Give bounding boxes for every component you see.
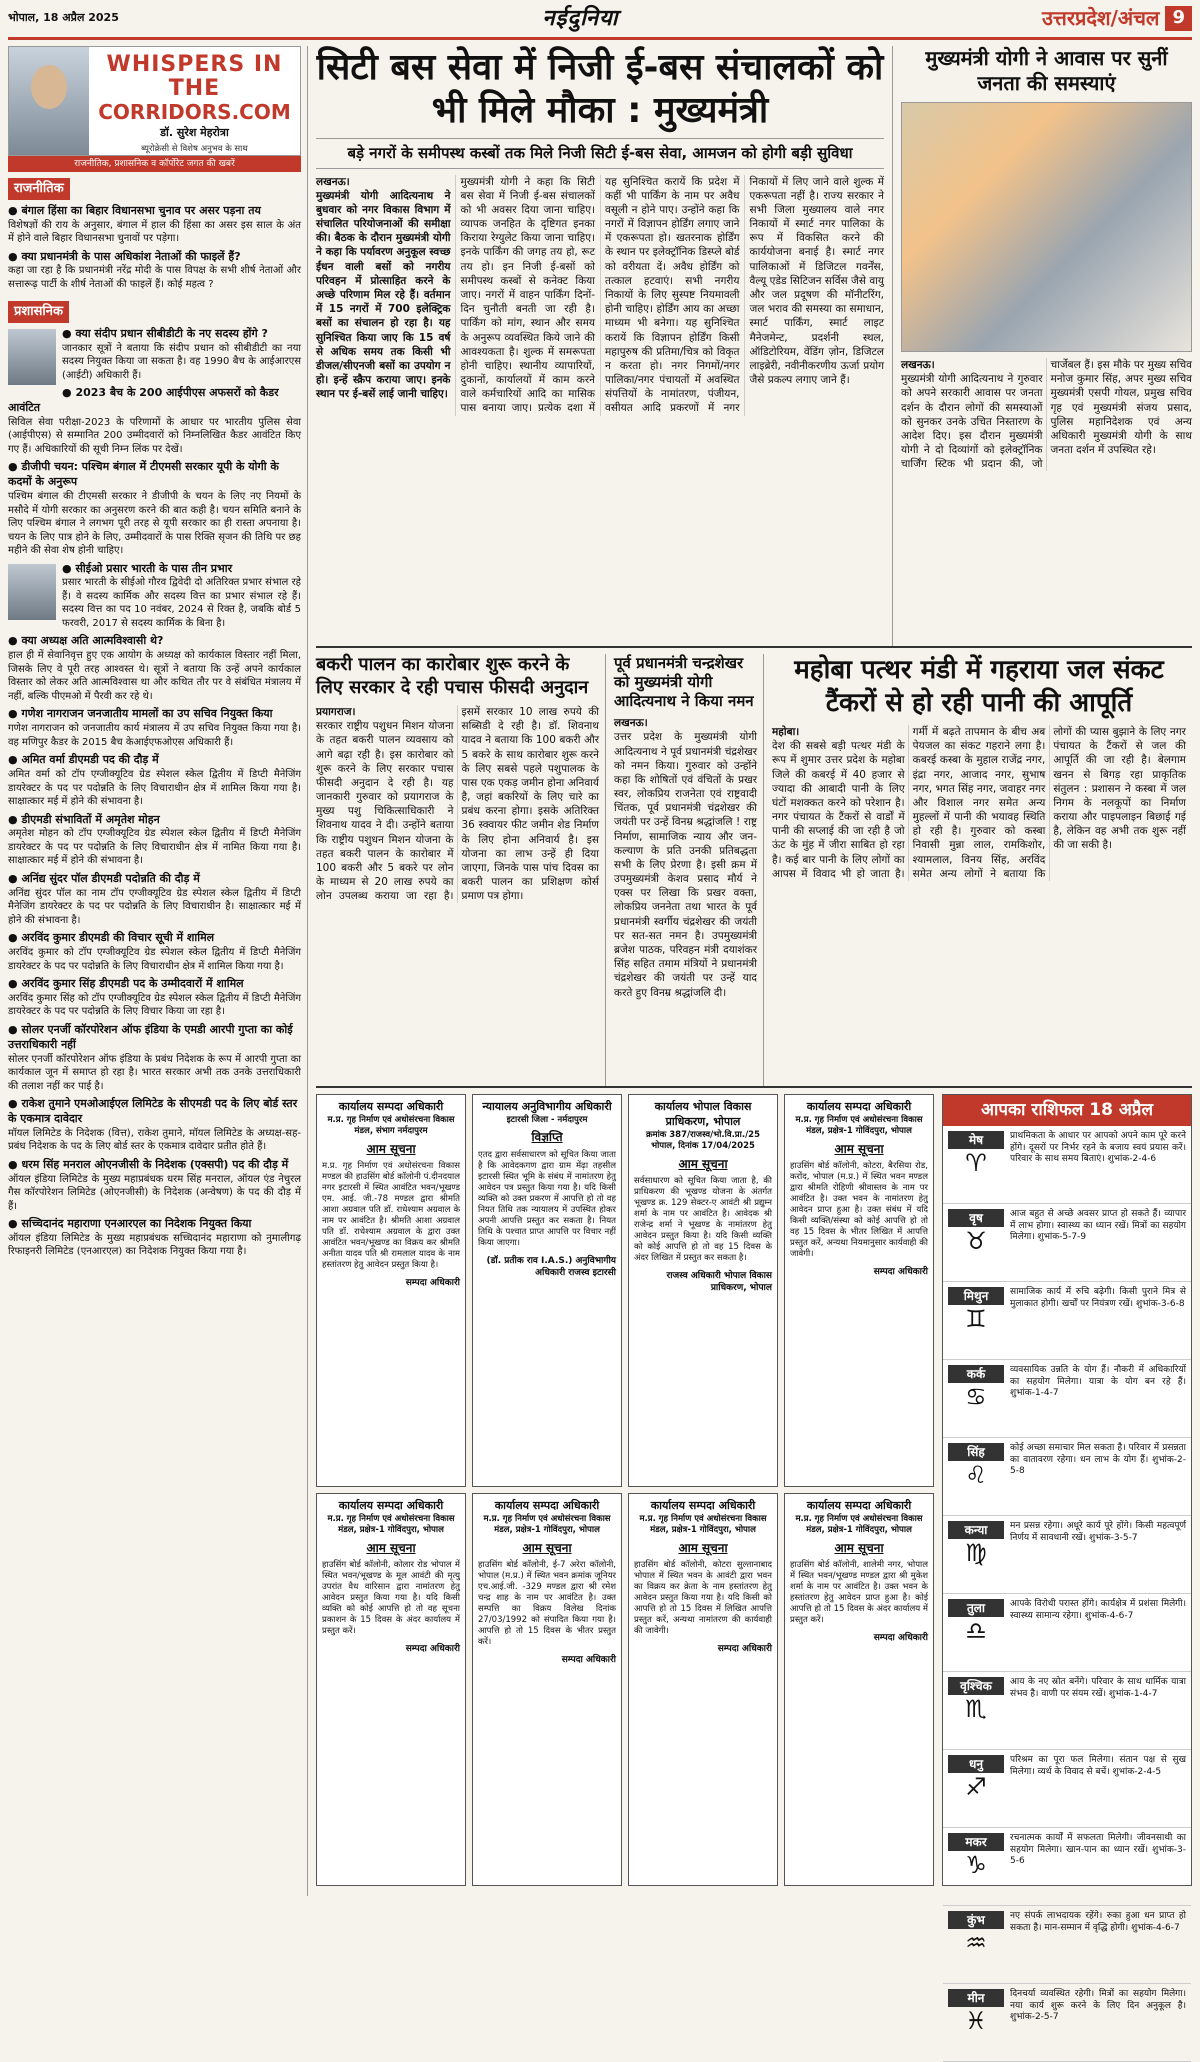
zodiac-forecast: रचनात्मक कार्यों में सफलता मिलेगी। जीवनसाथी का सहयोग मिलेगा। खान-पान का ध्यान रखें। शुभांक-3-5-6 <box>1010 1832 1186 1867</box>
brief-headline: ● डीजीपी चयन: पश्चिम बंगाल में टीएमसी सरकार यूपी के योगी के कदमों के अनुरूप <box>8 460 301 490</box>
brief-text: प्रसार भारती के सीईओ गौरव द्विवेदी दो अतिरिक्त प्रभार संभाल रहे हैं। वे सदस्य कार्मिक और सदस्य वित्त का प्रभार संभाल रहे हैं। सदस्य वित्त का पद 10 नवंबर, 2024 से रिक्त है, जबकि बोर्ड 5 फरवरी, 2017 से सदस्य कार्मिक के बिना है। <box>62 577 301 629</box>
notice-signature: राजस्व अधिकारी भोपाल विकास प्राधिकरण, भोपाल <box>666 1271 772 1294</box>
notice-card <box>472 1094 622 1487</box>
news-brief <box>8 931 301 973</box>
notice-text: सर्वसाधारण को सूचित किया जाता है, की प्राधिकरण की भूखण्ड योजना के अंतर्गत भूखण्ड क्र. 129 सेक्टर-ए आवंटी श्री प्रद्युम्न शर्मा के नाम पर आवंटित है। आवेदक श्री राजेन्द्र शर्मा ने भूखण्ड के नामांतरण हेतु आवेदन प्रस्तुत किया है। यदि किसी व्यक्ति को कोई आपत्ति हो तो वह 15 दिवस के अंदर लिखित में प्रस्तुत कर सकता है। <box>634 1175 772 1264</box>
brief-text: सिविल सेवा परीक्षा-2023 के परिणामों के आधार पर भारतीय पुलिस सेवा (आईपीएस) से सम्मानित 200 उम्मीदवारों को निम्नलिखित कैडर आवंटित किए गए हैं। अधिकारियों की सूची निम्न लिंक पर देखें। <box>8 416 301 455</box>
brief-text: जानकार सूत्रों ने बताया कि संदीप प्रधान को सीबीडीटी का नया सदस्य नियुक्त किया जा सकता है। वह 1990 बैच के आईआरएस (आईटी) अधिकारी हैं। <box>62 342 301 381</box>
whispers-title-1: WHISPERS IN THE <box>106 52 283 102</box>
notice-card <box>628 1493 778 1886</box>
zodiac-icon: ♌ <box>965 1461 987 1490</box>
brief-headline: ● 2023 बैच के 200 आईपीएस अफसरों को कैडर आवंटित <box>8 386 301 416</box>
lead-dateline: लखनऊ। <box>316 175 350 188</box>
zodiac-forecast: आय के नए स्रोत बनेंगे। परिवार के साथ धार्मिक यात्रा संभव है। वाणी पर संयम रखें। शुभांक-1-4-7 <box>1010 1676 1186 1699</box>
public-notices <box>316 1094 934 1886</box>
zodiac-entry <box>943 1906 1191 1984</box>
notice-office: कार्यालय सम्पदा अधिकारी <box>494 1499 600 1512</box>
goat-text: सरकार राष्ट्रीय पशुधन मिशन योजना के तहत बकरी पालन व्यवसाय को आगे बढ़ा रही है। इस कारोबार को शुरू करने के लिए सरकार पचास फीसदी अनुदान दे रही है। यह जानकारी गुरुवार को प्रयागराज के मुख्य पशु चिकित्साधिकारी ने शिवनाथ यादव ने दी। उन्होंने बताया कि राष्ट्रीय पशुधन मिशन योजना के तहत बकरी पालन के कारोबार में 100 बकरी और 5 बकरे पर लोन के माध्यम से 20 लाख रुपये का लोन उपलब्ध कराया जा रहा है। इसमें सरकार 10 लाख रुपये की सब्सिडी दे रही है। डॉ. शिवनाथ यादव ने बताया कि 100 बकरी और 5 बकरे के साथ कारोबार शुरू करने के लिए सबसे पहले पशुपालक के पास एक एकड़ जमीन होना अनिवार्य है, जहां बकरियों के लिए चारे का प्रबंध करना होगा। इसके अतिरिक्त 36 स्क्वायर फीट जमीन शेड निर्माण के लिए होना अनिवार्य है। इस योजना का लाभ उन्हें ही दिया जाएगा, जिनके पास पांच दिवस का बकरी पालन का प्रशिक्षण कोर्स प्रमाण पत्र होगा। <box>316 706 599 903</box>
lead-story <box>316 46 884 646</box>
brief-text: हाल ही में सेवानिवृत्त हुए एक आयोग के अध्यक्ष को कार्यकाल विस्तार नहीं मिला, जिसके लिए वे पूरी तरह आश्वस्त थे। सूत्रों ने बताया कि उन्हें अपने कार्यकाल विस्तार को लेकर अति आत्मविश्वास था और कथित तौर पर वे संबंधित मंत्रालय में नहीं, बल्कि पीएमओ में पैरवी कर रहे थे। <box>8 650 301 702</box>
zodiac-entry <box>943 1672 1191 1750</box>
cm-janata-darshan-story <box>892 46 1192 646</box>
brief-headline: ● अरविंद कुमार सिंह डीएमडी पद के उम्मीदवारों में शामिल <box>8 977 301 992</box>
masthead-logo: नईदुनिया <box>542 4 619 31</box>
brief-headline: ● सच्चिदानंद महाराणा एनआरएल का निदेशक नियुक्त किया <box>8 1217 301 1232</box>
brief-text: अरविंद कुमार को टॉप एग्जीक्यूटिव ग्रेड स्पेशल स्केल द्वितीय में डिप्टी मैनेजिंग डायरेक्टर के पद पर पदोन्नति के लिए विचाराधीन क्षेत्र में शामिल किया गया है। <box>8 947 301 972</box>
zodiac-icon: ♏ <box>965 1695 987 1724</box>
notice-title: आम सूचना <box>522 1540 572 1555</box>
zodiac-icon: ♓ <box>965 2007 987 2036</box>
news-brief <box>8 707 301 749</box>
category-administrative: प्रशासनिक <box>8 301 69 323</box>
zodiac-name: मीन <box>948 1989 1004 2007</box>
notice-subtitle: म.प्र. गृह निर्माण एवं अधोसंरचना विकास मंडल, प्रक्षेत्र-1 गोविंदपुरा, भोपाल <box>795 1513 923 1536</box>
zodiac-entry <box>943 1828 1191 1906</box>
whispers-strip: राजनीतिक, प्रशासनिक व कॉर्पोरेट जगत की खबरें <box>8 156 301 172</box>
news-brief <box>8 753 301 808</box>
brief-text: अमृतेश मोहन को टॉप एग्जीक्यूटिव ग्रेड स्पेशल स्केल द्वितीय में डिप्टी मैनेजिंग डायरेक्टर के पद पर पदोन्नति के लिए विचाराधीन क्षेत्र में नामित किया गया है। साक्षात्कार मई में होने की संभावना है। <box>8 828 301 867</box>
notice-text: हाउसिंग बोर्ड कॉलोनी, कोलार रोड भोपाल में स्थित भवन/भूखण्ड के मूल आवंटी की मृत्यु उपरांत वैध वारिसान द्वारा नामांतरण हेतु आवेदन प्रस्तुत किया गया है। यदि किसी व्यक्ति को कोई आपत्ति हो तो वह सूचना प्रकाशन के 15 दिवस के अंदर कार्यालय में प्रस्तुत करें। <box>322 1559 460 1637</box>
news-brief <box>8 634 301 703</box>
cm-dateline: लखनऊ। <box>901 359 935 371</box>
zodiac-name: मकर <box>948 1833 1004 1851</box>
notice-card <box>472 1493 622 1886</box>
notice-subtitle: इटारसी जिला - नर्मदापुरम <box>506 1114 588 1125</box>
section-name: उत्तरप्रदेश/अंचल <box>1042 6 1160 30</box>
brief-headline: ● अमित वर्मा डीएमडी पद की दौड़ में <box>8 753 301 768</box>
zodiac-icon: ♐ <box>965 1773 987 1802</box>
zodiac-name: वृश्चिक <box>948 1677 1004 1695</box>
notice-card <box>316 1094 466 1487</box>
notice-title: आम सूचना <box>834 1141 884 1156</box>
notice-title: आम सूचना <box>834 1540 884 1555</box>
news-brief <box>8 813 301 868</box>
brief-text: अरविंद कुमार सिंह को टॉप एग्जीक्यूटिव ग्रेड स्पेशल स्केल द्वितीय में डिप्टी मैनेजिंग डायरेक्टर के पद पर पदोन्नति के लिए विचार किया जा रहा है। <box>8 992 301 1018</box>
chandrashekhar-headline: पूर्व प्रधानमंत्री चन्द्रशेखर को मुख्यमंत्री योगी आदित्यनाथ ने किया नमन <box>614 654 754 710</box>
zodiac-entry <box>943 1438 1191 1516</box>
zodiac-name: वृष <box>948 1209 1004 1227</box>
chandrashekhar-text: उत्तर प्रदेश के मुख्यमंत्री योगी आदित्यनाथ ने पूर्व प्रधानमंत्री चंद्रशेखर को नमन किया। गुरुवार को उन्होंने कहा कि शोषितों एवं वंचितों के प्रखर स्वर, लोकप्रिय राजनेता एवं राष्ट्रवादी चिंतक, पूर्व प्रधानमंत्री चंद्रशेखर की जयंती पर उन्हें विनम्र श्रद्धांजलि ! राष्ट्र निर्माण, सामाजिक न्याय और जन-कल्याण के प्रति उनकी प्रतिबद्धता सभी के लिए प्रेरणा है। इसी क्रम में उपमुख्यमंत्री केशव प्रसाद मौर्य ने एक्स पर लिखा कि प्रखर वक्ता, लोकप्रिय जननेता तथा भारत के पूर्व प्रधानमंत्री स्वर्गीय चंद्रशेखर की जयंती पर सत-सत नमन है। उपमुख्यमंत्री ब्रजेश पाठक, परिवहन मंत्री दयाशंकर सिंह सहित तमाम मंत्रियों ने प्रधानमंत्री चंद्रशेखर की जयंती पर उन्हें याद करते हुए विनम्र श्रद्धांजलि दी। <box>614 731 757 999</box>
lead-body <box>316 175 884 416</box>
chandrashekhar-story <box>614 654 764 1086</box>
zodiac-entry <box>943 1594 1191 1672</box>
zodiac-forecast: नए संपर्क लाभदायक रहेंगे। रुका हुआ धन प्राप्त हो सकता है। मान-सम्मान में वृद्धि होगी। शुभांक-4-6-7 <box>1010 1910 1186 1933</box>
brief-text: अनिंद्य सुंदर पॉल का नाम टॉप एग्जीक्यूटिव ग्रेड स्पेशल स्केल द्वितीय में डिप्टी मैनेजिंग डायरेक्टर के पद पर पदोन्नति के लिए विचाराधीन है। साक्षात्कार मई में होने की संभावना है। <box>8 887 301 926</box>
zodiac-icon: ♒ <box>965 1929 987 1958</box>
news-brief <box>8 562 301 631</box>
zodiac-forecast: प्राथमिकता के आधार पर आपको अपने काम पूरे करने होंगे। दूसरों पर निर्भर रहने के बजाय स्वयं प्रयास करें। परिवार के साथ समय बिताएं। शुभांक-2-4-6 <box>1010 1130 1186 1165</box>
notice-signature: सम्पदा अधिकारी <box>405 1644 460 1655</box>
zodiac-forecast: परिश्रम का पूरा फल मिलेगा। संतान पक्ष से सुख मिलेगा। व्यर्थ के विवाद से बचें। शुभांक-2-4-5 <box>1010 1754 1186 1777</box>
notice-signature: सम्पदा अधिकारी <box>717 1644 772 1655</box>
news-brief <box>8 460 301 557</box>
news-brief <box>8 977 301 1019</box>
notice-card <box>628 1094 778 1487</box>
brief-text: गणेश नागराजन को जनजातीय कार्य मंत्रालय में उप सचिव नियुक्त किया गया है। वह मणिपुर कैडर के 2015 बैच केआईएफओएस अधिकारी हैं। <box>8 723 301 748</box>
notice-card <box>784 1094 934 1487</box>
notice-title: आम सूचना <box>366 1141 416 1156</box>
page-header <box>8 0 1192 40</box>
zodiac-name: मिथुन <box>948 1287 1004 1305</box>
zodiac-name: कर्क <box>948 1365 1004 1383</box>
notice-signature: सम्पदा अधिकारी <box>873 1267 928 1278</box>
zodiac-forecast: सामाजिक कार्य में रुचि बढ़ेगी। किसी पुराने मित्र से मुलाकात होगी। खर्चों पर नियंत्रण रखें। शुभांक-3-6-8 <box>1010 1286 1186 1309</box>
section-label <box>1042 5 1192 32</box>
brief-headline: ● अरविंद कुमार डीएमडी की विचार सूची में शामिल <box>8 931 301 946</box>
brief-text: पश्चिम बंगाल की टीएमसी सरकार ने डीजीपी के चयन के लिए नए नियमों के मसौदे में योगी सरकार का अनुसरण करने की बात कही है। चयन समिति बनाने के लिए पश्चिम बंगाल ने लगभग पूरी तरह से यूपी सरकार का ही रास्ता अपनाया है। चयन के लिए पात्र होने के लिए, उम्मीदवारों के पास रिक्ति सृजन की तिथि पर छह महीने की सेवा शेष होनी चाहिए। <box>8 491 301 557</box>
official-photo <box>8 564 56 620</box>
zodiac-forecast: कोई अच्छा समाचार मिल सकता है। परिवार में प्रसन्नता का वातावरण रहेगा। धन लाभ के योग हैं। शुभांक-2-5-8 <box>1010 1442 1186 1477</box>
zodiac-name: धनु <box>948 1755 1004 1773</box>
goat-farming-story <box>316 654 606 1086</box>
zodiac-name: मेष <box>948 1131 1004 1149</box>
brief-text: कहा जा रहा है कि प्रधानमंत्री नरेंद्र मोदी के पास विपक्ष के सभी शीर्ष नेताओं और सत्तारूढ़ पार्टी के शीर्ष नेताओं की फाइलें हैं। कोई महत्व ? <box>8 265 301 290</box>
zodiac-name: तुला <box>948 1599 1004 1617</box>
zodiac-name: कुंभ <box>948 1911 1004 1929</box>
news-brief <box>8 386 301 456</box>
zodiac-icon: ♑ <box>965 1851 987 1880</box>
notice-card <box>784 1493 934 1886</box>
page-number: 9 <box>1165 6 1192 30</box>
zodiac-entry <box>943 1282 1191 1360</box>
category-political: राजनीतिक <box>8 178 70 200</box>
zodiac-name: कन्या <box>948 1521 1004 1539</box>
notice-subtitle: क्रमांक 387/राजस्व/भो.वि.प्रा./25 भोपाल, दिनांक 17/04/2025 <box>645 1129 761 1152</box>
notice-text: हाउसिंग बोर्ड कॉलोनी, कोटरा सुल्तानाबाद भोपाल में स्थित भवन के आवंटी द्वारा भवन का विक्रय कर क्रेता के नाम हस्तांतरण हेतु आवेदन प्रस्तुत किया गया है। यदि किसी को आपत्ति हो तो 15 दिवस में लिखित आपत्ति प्रस्तुत करें, अन्यथा नामांतरण की कार्यवाही की जावेगी। <box>634 1559 772 1637</box>
cm-text: मुख्यमंत्री योगी आदित्यनाथ ने गुरुवार को अपने सरकारी आवास पर जनता दर्शन के दौरान लोगों की समस्याओं को सुनकर उनके उचित निस्तारण के आदेश दिए। इस दौरान मुख्यमंत्री योगी ने दो दिव्यांगों को इलेक्ट्रॉनिक चार्जिंग स्टिक भी प्रदान की, जो चार्जेबल हैं। इस मौके पर मुख्य सचिव मनोज कुमार सिंह, अपर मुख्य सचिव मुख्यमंत्री एसपी गोयल, प्रमुख सचिव गृह एवं मुख्यमंत्री संजय प्रसाद, पुलिस महानिदेशक एवं अन्य अधिकारी मुख्यमंत्री योगी के साथ जनता दर्शन में उपस्थित रहे। <box>901 359 1192 471</box>
cm-photo <box>901 102 1192 352</box>
brief-headline: ● क्या प्रधानमंत्री के पास अधिकांश नेताओं की फाइलें हैं? <box>8 250 301 265</box>
mahoba-dateline: महोबा। <box>772 726 800 738</box>
zodiac-icon: ♉ <box>965 1227 987 1256</box>
whispers-column <box>8 46 308 1896</box>
notice-signature: सम्पदा अधिकारी <box>405 1278 460 1289</box>
notice-office: न्यायालय अनुविभागीय अधिकारी <box>482 1100 612 1113</box>
zodiac-entry <box>943 1360 1191 1438</box>
notice-signature: सम्पदा अधिकारी <box>873 1633 928 1644</box>
news-brief <box>8 872 301 927</box>
brief-text: विशेषज्ञों की राय के अनुसार, बंगाल में हाल की हिंसा का असर इस साल के अंत में होने वाले बिहार विधानसभा चुनावों पर पड़ेगा। <box>8 219 301 245</box>
notice-subtitle: म.प्र. गृह निर्माण एवं अधोसंरचना विकास मंडल, प्रक्षेत्र-1 गोविंदपुरा, भोपाल <box>639 1513 767 1536</box>
zodiac-icon: ♍ <box>965 1539 987 1568</box>
notice-title: विज्ञप्ति <box>531 1130 563 1145</box>
zodiac-icon: ♋ <box>965 1383 987 1412</box>
brief-text: मॉयल लिमिटेड के निदेशक (वित्त), राकेश तुमाने, मॉयल लिमिटेड के अध्यक्ष-सह-प्रबंध निदेशक के पद के लिए बोर्ड स्तर के एकमात्र दावेदार प्रतीत होते हैं। <box>8 1127 301 1153</box>
notice-text: हाउसिंग बोर्ड कॉलोनी, कोटरा, बैरसिया रोड, करोंद, भोपाल (म.प्र.) में स्थित भवन मण्डल द्वारा श्रीमति रोहिणी श्रीवास्तव के नाम पर आवंटित है। उक्त भवन के नामांतरण हेतु आवेदन प्राप्त हुआ है। उक्त संबंध में यदि किसी व्यक्ति/संस्था को कोई आपत्ति हो तो वह 15 दिवस के भीतर लिखित में आपत्ति प्रस्तुत करें, अन्यथा नियमानुसार कार्यवाही की जावेगी। <box>790 1160 928 1260</box>
notice-office: कार्यालय सम्पदा अधिकारी <box>806 1499 912 1512</box>
whispers-title-2: CORRIDORS.COM <box>98 100 291 125</box>
brief-headline: ● सोलर एनर्जी कॉरपोरेशन ऑफ इंडिया के एमडी आरपी गुप्ता का कोई उत्तराधिकारी नहीं <box>8 1023 301 1053</box>
lead-deck: बड़े नगरों के समीपस्थ कस्बों तक मिले निजी सिटी ई-बस सेवा, आमजन को होगी बड़ी सुविधा <box>316 138 884 168</box>
notice-subtitle: म.प्र. गृह निर्माण एवं अधोसंरचना विकास मंडल, प्रक्षेत्र-1 गोविंदपुरा, भोपाल <box>327 1513 455 1536</box>
notice-signature: (डॉ. प्रतीक राव I.A.S.) अनुविभागीय अधिकारी राजस्व इटारसी <box>486 1255 616 1279</box>
news-brief <box>8 250 301 292</box>
brief-text: सोलर एनर्जी कॉरपोरेशन ऑफ इंडिया के प्रबंध निदेशक के रूप में आरपी गुप्ता का कार्यकाल जून में समाप्त हो रहा है। भारत सरकार अभी तक उनके उत्तराधिकारी की तलाश नहीं कर पाई है। <box>8 1053 301 1092</box>
notice-text: म.प्र. गृह निर्माण एवं अधोसंरचना विकास मण्डल की हाउसिंग बोर्ड कॉलोनी पं.दीनदयाल नगर इटारसी में स्थित आवंटित भवन/भूखण्ड एम. आई. जी.-78 मण्डल द्वारा श्रीमति आशा अग्रवाल पति डॉ. राधेश्याम अग्रवाल के नाम पर आवंटित है। श्रीमति आशा अग्रवाल पति डॉ. राधेश्याम अग्रवाल के द्वारा उक्त आवंटित भवन/भूखण्ड का विक्रय कर श्रीमति अनीता यादव पति श्री रामलाल यादव के नाम हस्तांतरण हेतु आवेदन प्रस्तुत किया है। <box>322 1160 460 1271</box>
columnist-tagline: ब्यूरोक्रेसी से विशेष अनुभव के साथ <box>141 144 248 155</box>
notice-text: एतद द्वारा सर्वसाधारण को सूचित किया जाता है कि आवेदकगण द्वारा ग्राम मेंढ़ा तहसील इटारसी स्थित भूमि के संबंध में नामांतरण हेतु आवेदन पत्र प्रस्तुत किया गया है। यदि किसी व्यक्ति को उक्त प्रकरण में आपत्ति हो तो वह नियत तिथि तक न्यायालय में उपस्थित होकर अपनी आपत्ति प्रस्तुत कर सकता है। नियत तिथि के पश्चात प्राप्त आपत्ति पर विचार नहीं किया जाएगा। <box>478 1149 616 1248</box>
notice-office: कार्यालय सम्पदा अधिकारी <box>806 1100 912 1113</box>
notice-title: आम सूचना <box>678 1156 728 1171</box>
brief-headline: ● धरम सिंह मनराल ओएनजीसी के निदेशक (एक्सपी) पद की दौड़ में <box>8 1158 301 1173</box>
columnist-name: डॉ. सुरेश मेहरोत्रा <box>160 126 229 140</box>
zodiac-icon: ♎ <box>965 1617 987 1646</box>
brief-headline: ● क्या संदीप प्रधान सीबीडीटी के नए सदस्य होंगे ? <box>8 327 301 342</box>
zodiac-entry <box>943 1126 1191 1204</box>
whispers-box <box>8 46 301 156</box>
notice-subtitle: म.प्र. गृह निर्माण एवं अधोसंरचना विकास मंडल, संभाग नर्मदापुरम <box>327 1114 455 1137</box>
zodiac-entry <box>943 1750 1191 1828</box>
zodiac-icon: ♊ <box>965 1305 987 1334</box>
brief-text: अमित वर्मा को टॉप एग्जीक्यूटिव ग्रेड स्पेशल स्केल द्वितीय में डिप्टी मैनेजिंग डायरेक्टर के पद पर पदोन्नति के लिए विचाराधीन क्षेत्र में शामिल किया गया है। साक्षात्कार मई में होने की संभावना है। <box>8 769 301 808</box>
news-brief <box>8 204 301 246</box>
mahoba-headline: महोबा पत्थर मंडी में गहराया जल संकट टैंकरों से हो रही पानी की आपूर्ति <box>794 655 1164 718</box>
notice-office: कार्यालय सम्पदा अधिकारी <box>338 1499 444 1512</box>
notice-office: कार्यालय सम्पदा अधिकारी <box>338 1100 444 1113</box>
mahoba-text: देश की सबसे बड़ी पत्थर मंडी के रूप में शुमार उत्तर प्रदेश के महोबा जिले की कबरई में 40 हजार से ज्यादा की आबादी पानी के लिए घंटों मशक्कत करने को परेशान है। नगर पंचायत के टैंकरों से वार्डों में पानी की सप्लाई की जा रही है जो ऊंट के मुंह में जीरा साबित हो रहा है। कई बार पानी के लिए लोगों का आपस में विवाद भी हो जाता है। गर्मी में बढ़ते तापमान के बीच अब पेयजल का संकट गहराने लगा है। कबरई कस्बा के मुहाल राजेंद्र नगर, इंद्रा नगर, आजाद नगर, सुभाष नगर, भगत सिंह नगर, जवाहर नगर और विशाल नगर समेत अन्य मुहल्लों में पानी की भयावह स्थिति हो रही है। गुरुवार को कस्बा निवासी मुन्ना लाल, रामकिशोर, श्यामलाल, विनय सिंह, अरविंद समेत अन्य लोगों ने बताया कि लोगों की प्यास बुझाने के लिए नगर पंचायत के टैंकरों से जल की आपूर्ति की जा रही है। बेलगाम खनन से बिगड़ रहा प्राकृतिक संतुलन : प्रशासन ने कस्बा में जल निगम के नलकूपों का निर्माण कराया और पाइपलाइन बिछाई गई है, लेकिन वह अभी तक शुरू नहीं की जा सकी है। <box>772 726 1186 880</box>
lead-headline: सिटी बस सेवा में निजी ई-बस संचालकों को भी मिले मौका : मुख्यमंत्री <box>316 47 884 132</box>
edition-date: भोपाल, 18 अप्रैल 2025 <box>8 11 119 25</box>
zodiac-entry <box>943 1516 1191 1594</box>
brief-text: ऑयल इंडिया लिमिटेड के मुख्य महाप्रबंधक धरम सिंह मनराल, ऑयल एंड नेचुरल गैस कॉरपोरेशन लिमिटेड (ओएनजीसी) के निदेशक (अन्वेषण) के पद की दौड़ में हैं। <box>8 1173 301 1212</box>
notice-card <box>316 1493 466 1886</box>
news-brief <box>8 1023 301 1093</box>
columnist-photo <box>9 47 89 155</box>
notice-office: कार्यालय सम्पदा अधिकारी <box>650 1499 756 1512</box>
brief-headline: ● क्या अध्यक्ष अति आत्मविश्वासी थे? <box>8 634 301 649</box>
notice-text: हाउसिंग बोर्ड कॉलोनी, ई-7 अरेरा कॉलोनी, भोपाल (म.प्र.) में स्थित भवन क्रमांक जूनियर एच.आई.जी. -329 मण्डल द्वारा श्री रमेश चन्द्र शाह के नाम पर आवंटित है। उक्त सम्पत्ति का विक्रय विलेख दिनांक 27/03/1992 को संपादित किया गया है। आपत्ति हो तो 15 दिवस के भीतर प्रस्तुत करें। <box>478 1559 616 1648</box>
notice-title: आम सूचना <box>366 1540 416 1555</box>
zodiac-forecast: व्यवसायिक उन्नति के योग हैं। नौकरी में अधिकारियों का सहयोग मिलेगा। यात्रा के योग बन रहे हैं। शुभांक-1-4-7 <box>1010 1364 1186 1399</box>
notice-signature: सम्पदा अधिकारी <box>561 1655 616 1666</box>
zodiac-name: सिंह <box>948 1443 1004 1461</box>
lead-text: मुख्यमंत्री योगी ने कहा कि सिटी बस सेवा में निजी ई-बस संचालकों को भी अवसर दिया जाना चाहिए। व्यापक जनहित के दृष्टिगत इनका किराया रेग्युलेट किया जाना चाहिए। इनके पार्किंग की जगह तय हो, रूट तय हो। इन निजी ई-बसों को समीपस्थ कस्बों से कनेक्ट किया जाए। नगरों में वाहन पार्किंग दिनों-दिन चुनौती बनती जा रही है। पार्किंग को मांग, स्थान और समय के अनुरूप व्यवस्थित किये जाने की आवश्यकता है। शुल्क में समरूपता होनी चाहिए। स्थानीय व्यापारियों, दुकानों, कार्यालयों में काम करने वाले कर्मचारियों आदि का मासिक पास बनाया जाए। प्रत्येक दशा में यह सुनिश्चित करायें कि प्रदेश में कहीं भी पार्किंग के नाम पर अवैध वसूली न होने पाए। उन्होंने कहा कि नगरों में विज्ञापन होर्डिंग लगाए जाने में एकरूपता हो। खतरनाक होर्डिंग के स्थान पर इलेक्ट्रॉनिक डिस्प्ले बोर्ड को वरीयता दें। अवैध होर्डिंग को तत्काल हटवाएं। सभी नगरीय निकायों के लिए सुस्पष्ट नियमावली होनी चाहिए। होर्डिंग आय का अच्छा माध्यम भी बनेगा। यह सुनिश्चित करायें कि विज्ञापन होर्डिंग किसी महापुरुष की प्रतिमा/चित्र को विकृत न करता हो। नगर निगमों/नगर पालिका/नगर पंचायतों में अवस्थित संपत्तियों के नामांतरण, पंजीयन, वसीयत आदि प्रकरणों में नगर निकायों में लिए जाने वाले शुल्क में एकरूपता नहीं है। राज्य सरकार ने सभी जिला मुख्यालय वाले नगर निकायों में स्मार्ट नगर पालिका के रूप में विकसित करने की कार्ययोजना बनाई है। स्मार्ट नगर पालिकाओं में डिजिटल गवर्नेंस, वैल्यू एडेड सिटिजन सर्विस जैसे वायु और जल प्रदूषण की मॉनीटरिंग, जल भराव की समस्या का समाधान, स्मार्ट पार्किंग, स्मार्ट लाइट मैनेजमेन्ट, प्रदर्शनी स्थल, ऑडिटोरियम, वेंडिंग ज़ोन, डिजिटल लाइब्रेरी, नवीनीकरणीय ऊर्जा प्रयोग जैसे प्रकल्प लगाए जाने हैं। <box>460 175 884 415</box>
brief-headline: ● बंगाल हिंसा का बिहार विधानसभा चुनाव पर असर पड़ना तय <box>8 204 301 219</box>
brief-headline: ● अनिंद्य सुंदर पॉल डीएमडी पदोन्नति की दौड़ में <box>8 872 301 887</box>
news-brief <box>8 1217 301 1259</box>
news-brief <box>8 1097 301 1154</box>
zodiac-entry <box>943 1204 1191 1282</box>
zodiac-icon: ♈ <box>965 1149 987 1178</box>
brief-headline: ● राकेश तुमाने एमओआईएल लिमिटेड के सीएमडी पद के लिए बोर्ड स्तर के एकमात्र दावेदार <box>8 1097 301 1127</box>
brief-headline: ● डीएमडी संभावितों में अमृतेश मोहन <box>8 813 301 828</box>
official-photo <box>8 329 56 385</box>
zodiac-forecast: दिनचर्या व्यवस्थित रहेगी। मित्रों का सहयोग मिलेगा। नया कार्य शुरू करने के लिए दिन अनुकूल है। शुभांक-2-5-7 <box>1010 1988 1186 2023</box>
notice-subtitle: म.प्र. गृह निर्माण एवं अधोसंरचना विकास मंडल, प्रक्षेत्र-1 गोविंदपुरा, भोपाल <box>483 1513 611 1536</box>
notice-title: आम सूचना <box>678 1540 728 1555</box>
notice-text: हाउसिंग बोर्ड कॉलोनी, शालेमी नगर, भोपाल में स्थित भवन/भूखण्ड मण्डल द्वारा श्री मुकेश शर्मा के नाम पर आवंटित है। उक्त भवन के हस्तांतरण हेतु आवेदन प्राप्त हुआ है। कोई आपत्ति हो तो 15 दिवस के अंदर कार्यालय में प्रस्तुत करें। <box>790 1559 928 1626</box>
goat-headline: बकरी पालन का कारोबार शुरू करने के लिए सरकार दे रही पचास फीसदी अनुदान <box>316 654 589 698</box>
brief-headline: ● गणेश नागराजन जनजातीय मामलों का उप सचिव नियुक्त किया <box>8 707 301 722</box>
news-brief <box>8 327 301 382</box>
brief-text: ऑयल इंडिया लिमिटेड के मुख्य महाप्रबंधक सच्चिदानंद महाराणा को नुमालीगढ़ रिफाइनरी लिमिटेड (एनआरएल) का निदेशक नियुक्त किया गया है। <box>8 1232 301 1258</box>
goat-dateline: प्रयागराज। <box>316 706 356 718</box>
notice-subtitle: म.प्र. गृह निर्माण एवं अधोसंरचना विकास मंडल, प्रक्षेत्र-1 गोविंदपुरा, भोपाल <box>795 1114 923 1137</box>
cm-headline: मुख्यमंत्री योगी ने आवास पर सुनीं जनता की समस्याएं <box>925 46 1168 95</box>
rashifal-box <box>942 1094 1192 2036</box>
zodiac-forecast: आपके विरोधी परास्त होंगे। कार्यक्षेत्र में प्रशंसा मिलेगी। स्वास्थ्य सामान्य रहेगा। शुभांक-4-6-7 <box>1010 1598 1186 1621</box>
zodiac-forecast: मन प्रसन्न रहेगा। अधूरे कार्य पूरे होंगे। किसी महत्वपूर्ण निर्णय में सावधानी रखें। शुभांक-3-5-7 <box>1010 1520 1186 1543</box>
rashifal-title: आपका राशिफल 18 अप्रैल <box>943 1095 1191 1126</box>
brief-headline: ● सीईओ प्रसार भारती के पास तीन प्रभार <box>8 562 301 577</box>
zodiac-forecast: आज बहुत से अच्छे अवसर प्राप्त हो सकते हैं। व्यापार में लाभ होगा। स्वास्थ्य का ध्यान रखें। मित्रों का सहयोग मिलेगा। शुभांक-5-7-9 <box>1010 1208 1186 1243</box>
lead-intro: मुख्यमंत्री योगी आदित्यनाथ ने बुधवार को नगर विकास विभाग में संचालित परियोजनाओं की समीक्षा की। बैठक के दौरान मुख्यमंत्री योगी ने कहा कि पर्यावरण अनुकूल स्वच्छ ईंधन वाली बसों को नगरीय परिवहन में प्रोत्साहित करने के अच्छे परिणाम मिल रहे हैं। वर्तमान में 15 नगरों में 700 इलेक्ट्रिक बसों का संचालन हो रहा है। यह सुनिश्चित किया जाए कि 15 वर्ष से अधिक समय तक किसी भी डीजल/सीएनजी बसों का उपयोग न हो। इन्हें स्क्रैप कराया जाए। इनके स्थान पर ई-बसें लाई जानी चाहिए। <box>316 189 451 401</box>
news-brief <box>8 1158 301 1213</box>
notice-office: कार्यालय भोपाल विकास प्राधिकरण, भोपाल <box>654 1100 752 1128</box>
zodiac-entry <box>943 1984 1191 2062</box>
mahoba-water-story <box>772 654 1192 1086</box>
chandrashekhar-dateline: लखनऊ। <box>614 717 648 730</box>
